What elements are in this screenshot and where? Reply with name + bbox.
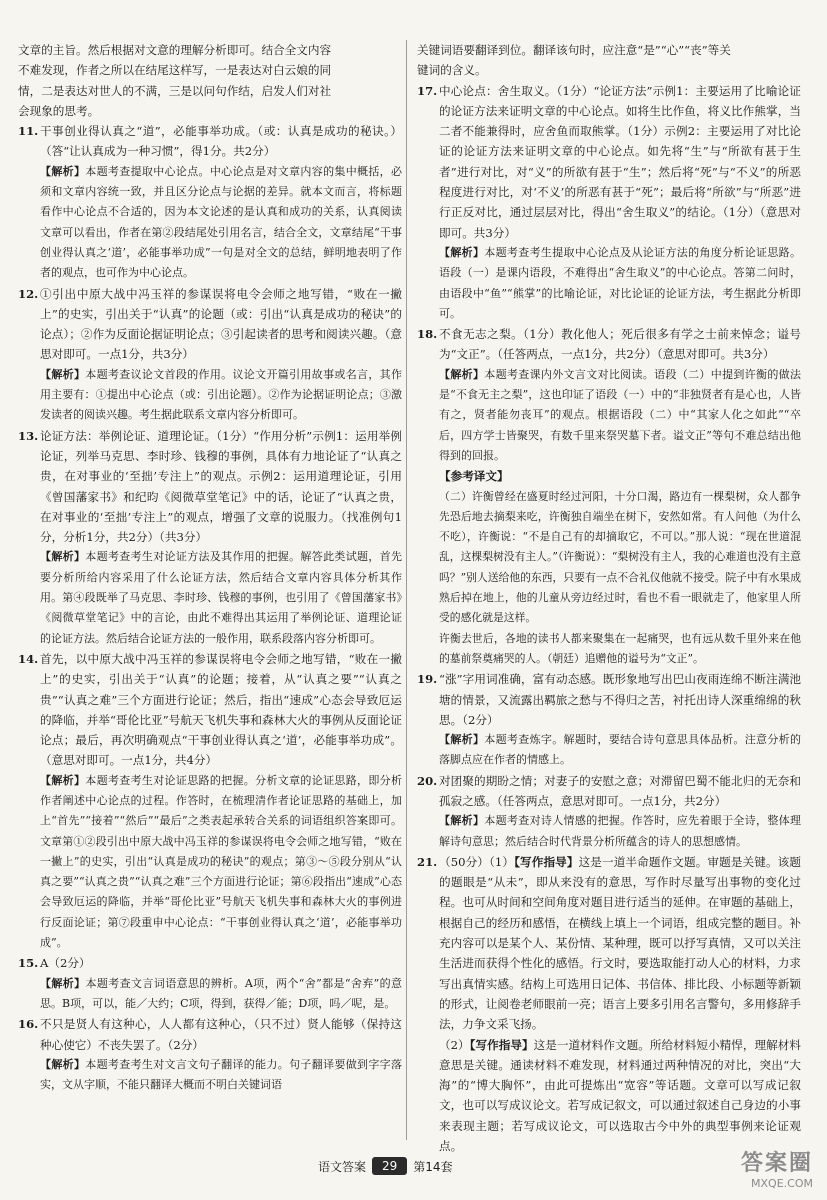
analysis-text: 本题考查提取中心论点。中心论点是对文章内容的集中概括，必须和文章内容统一致，并且区分论点与论据的差异。就本文而言，将标题看作中心论点不合适的，因为本文论述的是认真和成功的关系，认真阅读文章可以看出，作者在第②段结尾处引用名言，结合全文，文章结尾“干事创业得认真之‘道’，必能事举功成”一句是对全文的总结，鲜明地表明了作者的观点，也可作为中心论点。 — [40, 164, 403, 280]
question-number: 11. — [18, 124, 39, 139]
answer-text: ①引出中原大战中冯玉祥的参谋误将电令会师之地写错，“败在一撇上”的史实，引出关于“认真”的论题（或：引出“认真是成功的秘诀”的论点）；②作为反面论据证明论点；③引起读者的思考和阅读兴趣。（意思对即可。一点1分，共3分） — [40, 286, 402, 362]
continued-line-1: 文章的主旨。然后根据对文意的理解分析即可。结合全文内容 — [18, 43, 332, 57]
question-number: 15. — [18, 956, 39, 971]
question-14 — [18, 649, 402, 953]
analysis-block — [40, 1055, 402, 1096]
analysis-block — [40, 771, 402, 954]
analysis-text: 本题考查考生对文言文句子翻译的能力。句子翻译要做到字字落实，文从字顺，不能只翻译大概而不明白关键词语 — [40, 1057, 403, 1092]
analysis-block — [439, 365, 801, 466]
watermark-title: 答案圈 — [740, 1151, 813, 1176]
writing-guide-tag: 【写作指导】 — [469, 1037, 534, 1052]
question-number: 14. — [18, 651, 39, 666]
question-21 — [417, 852, 801, 1156]
writing-guide-text: 这是一道半命题作文题。审题是关键。该题的题眼是“从未”，即从来没有的意思，写作时尽量写出事物的变化过程。也可从时间和空间角度对题目进行适当的延伸。在审题的基础上，根据自己的经历和感悟，在横线上填上一个词语，组成完整的题目。补充内容可以是某个人、某份情、某种理，既可以抒写真情，又可以关注生活进而获得个性化的感悟。行文时，要选取能打动人心的材料，力求写出真情实感。结构上可选用日记体、书信体、排比段、小标题等新颖的形式，让阅卷老师眼前一亮；语言上要多引用名言警句，多用修辞手法，力争文采飞扬。 — [439, 854, 801, 1032]
score-prefix: （50分）（1） — [439, 854, 515, 869]
analysis-block — [439, 730, 801, 771]
answer-text: 不只是贤人有这种心，人人都有这种心，（只不过）贤人能够（保持这种心使它）不丧失罢了。（2分） — [40, 1017, 402, 1052]
translation-paragraph-2: 许衡去世后，各地的读书人都来聚集在一起痛哭，也有远从数千里外来在他的墓前祭奠痛哭的人。（朝廷）追赠他的谥号为“文正”。 — [439, 631, 801, 665]
page-footer — [318, 1155, 453, 1177]
analysis-text: 本题考查课内外文言文对比阅读。语段（二）中提到许衡的做法是“不食无主之梨”，这也印证了语段（一）中的“非独贤者有是心也，人皆有之，贤者能勿丧耳”的观点。根据语段（二）中“其家人化之如此”“卒后，四方学士皆聚哭，有数千里来祭哭墓下者。谥文正”等句不难总结出他得到的回报。 — [439, 367, 802, 462]
answer-text: A（2分） — [40, 956, 91, 971]
question-15 — [18, 953, 402, 1014]
analysis-text: 本题考查炼字。解题时，要结合诗句意思具体品析。注意分析的落脚点应在作者的情感上。 — [439, 733, 802, 767]
translation-paragraph-1: （二）许衡曾经在盛夏时经过河阳，十分口渴，路边有一棵梨树，众人都争先恐后地去摘梨来吃，许衡独自端坐在树下，安然如常。有人问他（为什么不吃），许衡说：“不是自己有的却摘取它，不可以。”那人说：“现在世道混乱，这棵梨树没有主人。”（许衡说）：“梨树没有主人，我的心难道也没有主意吗？”别人送给他的东西，只要有一点不合礼仪他就不接受。院子中有水果成熟后掉在地上，他的儿童从旁边经过时，看也不看一眼就走了，他家里人所受的感化就是这样。 — [439, 489, 801, 625]
analysis-tag: 【解析】 — [40, 550, 86, 564]
continued-line-4: 会现象的思考。 — [18, 103, 100, 118]
question-number: 21. — [417, 854, 438, 869]
question-number: 17. — [417, 83, 438, 98]
part-prefix: （2） — [439, 1037, 470, 1052]
question-17 — [417, 81, 801, 325]
question-16 — [18, 1014, 402, 1095]
column-divider — [406, 40, 407, 1140]
answer-text: “涨”字用词准确，富有动态感。既形象地写出巴山夜雨连绵不断注满池塘的情景，又流露出羁旅之愁与不得归之苦，衬托出诗人深重绵绵的秋思。（2分） — [439, 672, 801, 727]
left-column — [18, 40, 402, 1095]
continued-line-3: 情，二是表达对世人的不满，三是以问句作结，启发人们对社 — [18, 83, 332, 98]
right-column — [417, 40, 801, 1156]
analysis-block — [439, 811, 801, 852]
writing-guide-1 — [439, 852, 801, 1035]
site-watermark — [741, 1146, 813, 1190]
analysis-text: 本题考查文言词语意思的辨析。A项，两个“舍”都是“舍弃”的意思。B项，可以，能／大约；C项，得到，获得／能；D项，吗／呢，是。 — [40, 976, 403, 1010]
question-number: 18. — [417, 327, 438, 342]
writing-guide-tag: 【写作指导】 — [514, 854, 579, 869]
analysis-block — [40, 547, 402, 648]
continued-line-2: 不难发现，作者之所以在结尾这样写，一是表达对白云娘的同 — [18, 63, 332, 78]
continued-line-2: 键词的含义。 — [417, 63, 487, 78]
answer-text: 对团聚的期盼之情；对妻子的安慰之意；对滞留巴蜀不能北归的无奈和孤寂之感。（任答两点，意思对即可。一点1分，共2分） — [439, 773, 801, 808]
analysis-block — [40, 162, 402, 284]
watermark-domain: MXQE.COM — [751, 1177, 813, 1190]
question-number: 16. — [18, 1017, 39, 1032]
question-19 — [417, 669, 801, 770]
analysis-tag: 【解析】 — [439, 814, 485, 828]
analysis-tag: 【解析】 — [439, 733, 485, 747]
continued-line-1: 关键词语要翻译到位。翻译该句时，应注意“是”“心”“丧”等关 — [417, 43, 731, 57]
analysis-text: 本题考查对诗人情感的把握。作答时，应先着眼于全诗，整体理解诗句意思；然后结合时代背景分析所蕴含的诗人的思想感情。 — [439, 814, 802, 848]
analysis-block — [439, 243, 801, 324]
analysis-text: 本题考查考生对论证方法及其作用的把握。解答此类试题，首先要分析所给内容采用了什么论证方法，然后结合文章内容具体分析其作用。第④段既举了马克思、李时珍、钱穆的事例，也引用了《曾国藩家书》《阅微草堂笔记》中的言论，由此不难得出其运用了举例论证、道理论证的论证方法。然后结合论证方法的一般作用，联系段落内容分析即可。 — [40, 550, 403, 645]
analysis-tag: 【解析】 — [40, 367, 86, 381]
analysis-text: 本题考查议论文首段的作用。议论文开篇引用故事或名言，其作用主要有：①提出中心论点（或：引出论题）。②作为论据证明论点；③激发读者的阅读兴趣。考生据此联系文章内容分析即可。 — [40, 367, 403, 422]
footer-subject: 语文答案 — [318, 1159, 367, 1174]
writing-guide-text: 这是一道材料作文题。所给材料短小精悍，理解材料意思是关键。通读材料不难发现，材料通过两种情况的对比，突出“大海”的“博大胸怀”，由此可提炼出“宽容”等话题。文章可以写成记叙文，也可以写成议论文。若写成记叙文，可以通过叙述自己身边的小事来表现主题；若写成议论文，可以选取古今中外的典型事例来论证观点。 — [439, 1037, 801, 1154]
footer-set: 第14套 — [413, 1159, 453, 1174]
analysis-tag: 【解析】 — [439, 367, 485, 381]
writing-guide-2 — [439, 1035, 801, 1157]
answer-text: 干事创业得认真之“道”，必能事举功成。（或：认真是成功的秘诀。）（答“让认真成为一种习惯”，得1分。共2分） — [40, 124, 402, 159]
answer-text: 论证方法：举例论证、道理论证。（1分）“作用分析”示例1：运用举例论证，列举马克思、李时珍、钱穆的事例，具体有力地论证了“认真之贵，在对事业的‘至拙’专注上”的观点。示例2：运用道理论证，引用《曾国藩家书》和纪昀《阅微草堂笔记》中的话，论证了“认真之贵，在对事业的‘至拙’专注上”的观点，增强了文章的说服力。（找准例句1分，分析1分，共2分）（共3分） — [40, 428, 402, 545]
answer-text: 中心论点：舍生取义。（1分）“论证方法”示例1：主要运用了比喻论证的论证方法来证明文章的中心论点。如将生比作鱼，将义比作熊掌，当二者不能兼得时，应舍鱼而取熊掌。（1分）示例2：主要运用了对比论证的论证方法来证明文章的中心论点。如先将“生”与“所欲有甚于生者”进行对比，对“义”的所欲有甚于“生”；然后将“死”与“不义”的所恶程度进行对比，对‘不义’的所恶有甚于“死”；最后将“所欲”与“所恶”进行正反对比，通过层层对比，得出“舍生取义”的结论。（1分）（意思对即可。共3分） — [439, 83, 801, 240]
page-number: 29 — [372, 1157, 407, 1175]
analysis-tag: 【解析】 — [40, 773, 86, 787]
question-number: 20. — [417, 773, 438, 788]
question-11 — [18, 121, 402, 283]
question-12 — [18, 284, 402, 426]
question-18 — [417, 324, 801, 669]
analysis-block — [40, 974, 402, 1015]
question-number: 19. — [417, 672, 438, 687]
analysis-tag: 【解析】 — [40, 1057, 86, 1071]
analysis-tag: 【解析】 — [439, 245, 485, 259]
analysis-text: 本题考查考生对论证思路的把握。分析文章的论证思路，即分析作者阐述中心论点的过程。作答时，在梳理清作者论证思路的基础上，加上“首先”“接着”“然后”“最后”之类表起承转合关系的词语组织答案即可。文章第①②段引出中原大战中冯玉祥的参谋误将电令会师之地写错，“败在一撇上”的史实，引出“认真是成功的秘诀”的观点；第③～⑤段分别从“认真之要”“认真之贵”“认真之难”三个方面进行论证；第⑥段指出“速成”心态会导致厄运的降临，并举“哥伦比亚”号航天飞机失事和森林大火的事例进行反面论证；第⑦段重申中心论点：“干事创业得认真之‘道’，必能事举功成”。 — [40, 773, 403, 950]
analysis-tag: 【解析】 — [40, 976, 86, 990]
answer-text: 不食无志之梨。（1分）教化他人；死后很多有学之士前来悼念；谥号为“文正”。（任答两点，一点1分，共2分）（意思对即可。共3分） — [439, 327, 801, 362]
answer-text: 首先，以中原大战中冯玉祥的参谋误将电令会师之地写错，“败在一撇上”的史实，引出关于“认真”的论题；接着，从“认真之要”“认真之贵”“认真之难”三个方面进行论证；然后，指出“速成”心态会导致厄运的降临，并举“哥伦比亚”号航天飞机失事和森林大火的事例从反面论证论点；最后，再次明确观点“干事创业得认真之‘道’，必能事举功成”。（意思对即可。一点1分，共4分） — [40, 651, 402, 768]
question-20 — [417, 771, 801, 852]
question-number: 12. — [18, 286, 39, 301]
analysis-block — [40, 365, 402, 426]
analysis-text: 本题考查考生提取中心论点及从论证方法的角度分析论证思路。语段（一）是课内语段，不难得出“舍生取义”的中心论点。答第二问时，由语段中“鱼”“熊掌”的比喻论证，对比论证的论证方法，考生据此分析即可。 — [439, 245, 802, 320]
analysis-tag: 【解析】 — [40, 164, 86, 178]
question-13 — [18, 426, 402, 649]
question-number: 13. — [18, 428, 39, 443]
translation-tag: 【参考译文】 — [439, 469, 509, 484]
